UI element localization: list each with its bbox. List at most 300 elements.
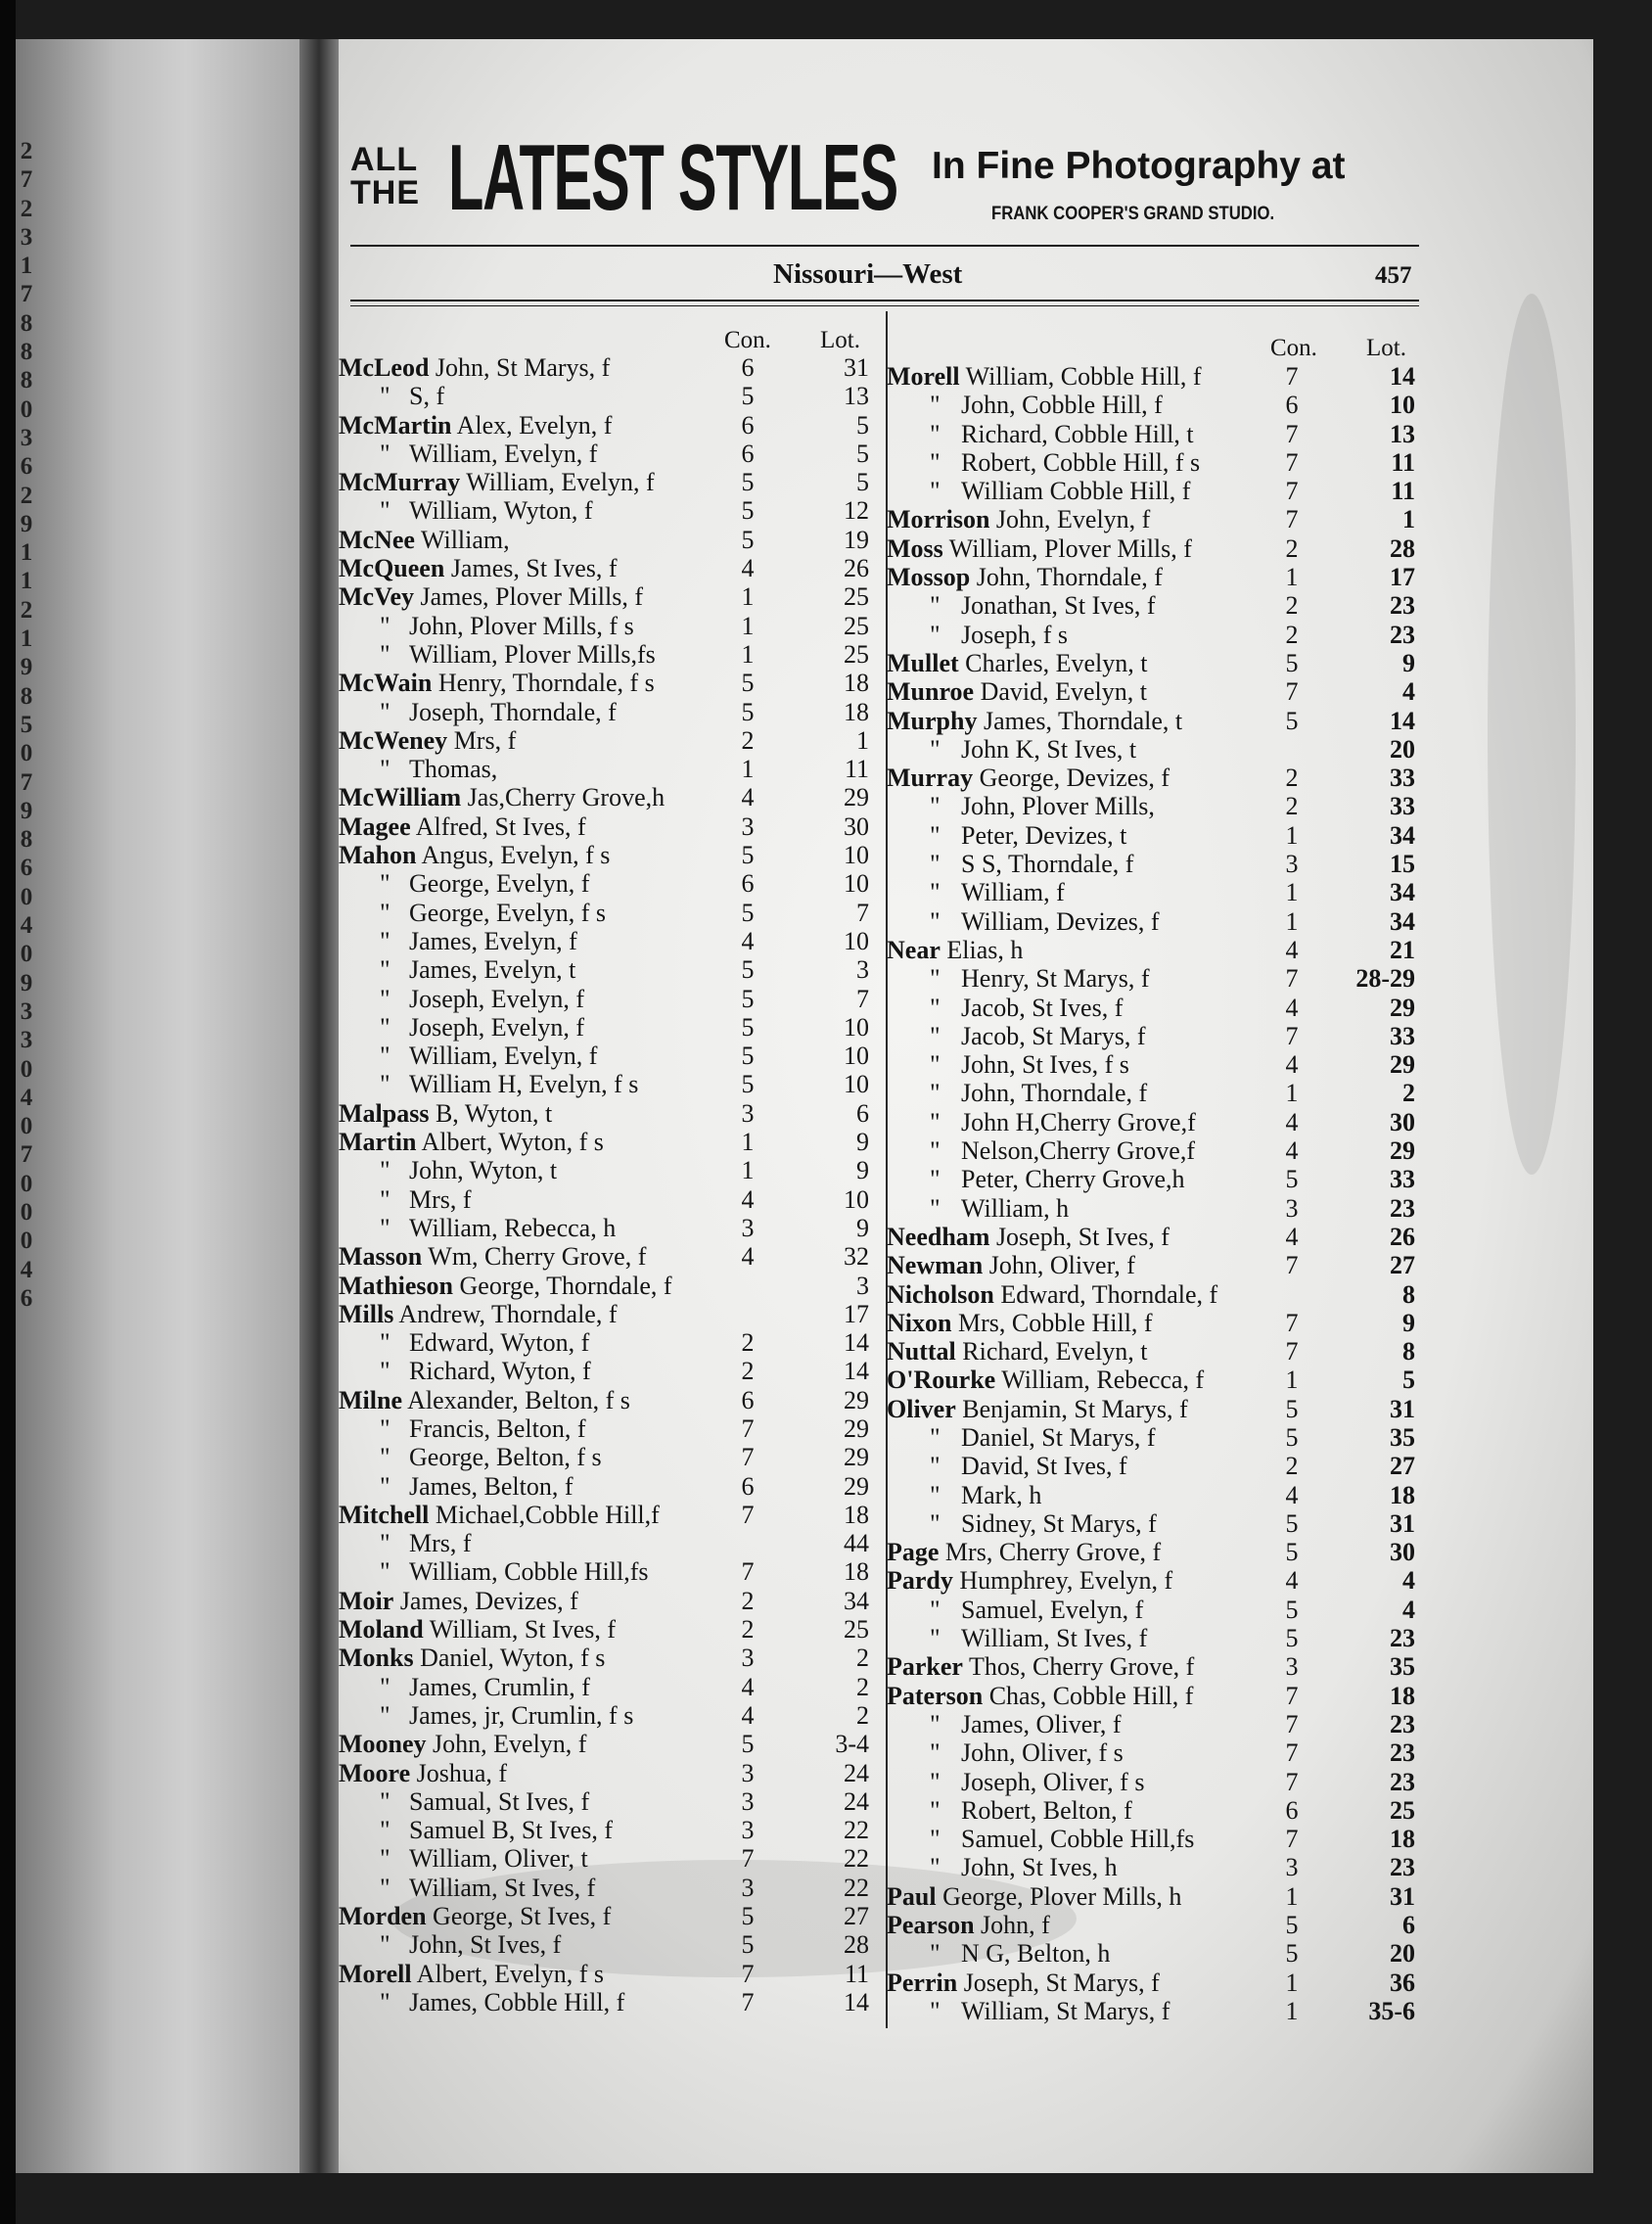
entry-name <box>887 505 1150 533</box>
entry-lot: 8 <box>1402 1279 1415 1309</box>
entry-lot: 28-29 <box>1355 964 1415 994</box>
previous-page-letter: 2 <box>20 482 33 509</box>
entry-name: " N G, Belton, h <box>930 1939 1111 1969</box>
entry-lot: 33 <box>1390 1165 1415 1194</box>
entry-lot: 19 <box>844 525 869 554</box>
previous-page-letter: 7 <box>20 1141 33 1169</box>
entry-name: " Richard, Wyton, f <box>380 1357 591 1386</box>
entry-surname: Mitchell <box>339 1500 430 1529</box>
entry-name: " Jacob, St Marys, f <box>930 1021 1146 1050</box>
entry-con: 3 <box>741 1758 755 1787</box>
ad-the: THE <box>350 174 420 211</box>
entry-lot: 8 <box>1402 1337 1415 1367</box>
entry-lot: 22 <box>844 1873 869 1902</box>
entry-surname: Mills <box>339 1299 394 1328</box>
entry-con: 5 <box>741 468 755 497</box>
entry-con: 7 <box>1285 677 1299 707</box>
entry-name: " Joseph, Evelyn, f <box>380 984 585 1013</box>
entry-lot: 15 <box>1390 850 1415 879</box>
entry-given-name: William H, Evelyn, f s <box>409 1070 639 1099</box>
entry-lot: 18 <box>1390 1825 1415 1854</box>
entry-name: " James, Evelyn, t <box>380 955 576 985</box>
entry-lot: 14 <box>844 1987 869 2016</box>
previous-page-letter: 3 <box>20 1027 33 1054</box>
entry-con: 1 <box>1285 820 1299 850</box>
entry-name: " William Cobble Hill, f <box>930 477 1191 506</box>
entry-lot: 29 <box>1390 1050 1415 1080</box>
entry-given-name: George, Belton, f s <box>409 1443 602 1472</box>
previous-page-letter: 3 <box>20 424 33 451</box>
entry-surname: Mahon <box>339 841 417 870</box>
previous-page-letter: 0 <box>20 1113 33 1140</box>
previous-page-letter: 1 <box>20 568 33 595</box>
entry-name <box>887 1395 1188 1423</box>
entry-name <box>339 526 510 554</box>
entry-given-name: Mark, h <box>961 1480 1042 1509</box>
entry-given-name: John, Oliver, f <box>983 1251 1135 1280</box>
entry-name <box>339 1300 618 1328</box>
entry-given-name: William, Evelyn, f <box>409 439 598 468</box>
entry-name <box>339 468 655 496</box>
entry-con: 4 <box>741 926 755 955</box>
entry-lot: 14 <box>1390 362 1415 391</box>
entry-lot: 23 <box>1390 1193 1415 1223</box>
entry-given-name: William, Cobble Hill,fs <box>409 1557 649 1587</box>
entry-name <box>339 1960 604 1988</box>
left-lot-header: Lot. <box>820 327 860 353</box>
entry-lot: 17 <box>1390 563 1415 592</box>
entry-name <box>339 1128 604 1156</box>
entry-given-name: Wm, Cherry Grove, f <box>422 1242 647 1272</box>
entry-surname: Murphy <box>887 706 978 735</box>
entry-given-name: Michael,Cobble Hill,f <box>429 1500 660 1529</box>
entry-con: 2 <box>1285 620 1299 649</box>
entry-lot: 11 <box>1391 477 1415 506</box>
entry-lot: 25 <box>844 639 869 669</box>
entry-con: 7 <box>1285 1337 1299 1367</box>
entry-given-name: Thos, Cherry Grove, f <box>962 1652 1195 1682</box>
entry-lot: 7 <box>856 898 869 927</box>
entry-lot: 29 <box>844 1413 869 1443</box>
entry-lot: 30 <box>1390 1107 1415 1136</box>
entry-lot: 21 <box>1390 935 1415 964</box>
entry-lot: 18 <box>844 1557 869 1587</box>
previous-page-letter: 0 <box>20 883 33 910</box>
entry-con: 4 <box>1285 935 1299 964</box>
entry-con: 3 <box>741 1098 755 1128</box>
entry-name: " William, Evelyn, f <box>380 1042 598 1071</box>
entry-con: 6 <box>741 1471 755 1501</box>
entry-name: " Joseph, Oliver, f s <box>930 1767 1145 1796</box>
entry-given-name: David, St Ives, f <box>961 1452 1127 1481</box>
entry-lot: 32 <box>844 1242 869 1272</box>
entry-con: 7 <box>1285 1251 1299 1280</box>
entry-con: 5 <box>741 1902 755 1931</box>
entry-name <box>887 1682 1193 1710</box>
entry-name: " William, Plover Mills,fs <box>380 639 656 669</box>
right-con-header: Con. <box>1270 335 1317 361</box>
entry-con: 6 <box>1285 391 1299 420</box>
entry-con: 3 <box>741 1213 755 1242</box>
entry-lot: 29 <box>844 783 869 812</box>
entry-con: 3 <box>1285 1652 1299 1682</box>
entry-given-name: Elias, h <box>940 935 1024 964</box>
entry-name: " James, Cobble Hill, f <box>380 1987 625 2016</box>
entry-given-name: John, St Ives, f <box>409 1930 562 1960</box>
entry-name <box>339 669 655 697</box>
entry-name: " David, St Ives, f <box>930 1452 1127 1481</box>
header-rule-thin <box>350 305 1419 306</box>
previous-page-letter: 1 <box>20 539 33 567</box>
entry-con: 7 <box>1285 419 1299 448</box>
entry-given-name: Mrs, f <box>409 1529 472 1558</box>
entry-con: 4 <box>741 1242 755 1272</box>
entry-con: 5 <box>741 382 755 411</box>
entry-lot: 23 <box>1390 1853 1415 1882</box>
entry-surname: McLeod <box>339 353 430 382</box>
entry-lot: 4 <box>1402 1595 1415 1624</box>
entry-given-name: William, St Marys, f <box>961 1996 1170 2025</box>
entry-lot: 22 <box>844 1844 869 1874</box>
entry-given-name: George, Plover Mills, h <box>936 1881 1182 1911</box>
previous-page-letter: 1 <box>20 626 33 653</box>
entry-lot: 33 <box>1390 1021 1415 1050</box>
entry-surname: McWain <box>339 669 433 698</box>
entry-con: 4 <box>741 1700 755 1730</box>
entry-name <box>887 1969 1160 1997</box>
entry-con: 1 <box>1285 1968 1299 1997</box>
entry-given-name: Alex, Evelyn, f <box>451 410 613 440</box>
entry-con: 4 <box>1285 1566 1299 1596</box>
entry-given-name: George, Evelyn, f <box>409 869 590 899</box>
page-stain <box>1488 294 1576 1175</box>
entry-name <box>887 1911 1050 1939</box>
entry-con: 5 <box>741 525 755 554</box>
entry-lot: 25 <box>844 582 869 612</box>
page-title: Nissouri—West <box>773 258 963 290</box>
entry-con: 5 <box>741 1930 755 1960</box>
entry-surname: McWeney <box>339 725 448 755</box>
entry-con: 6 <box>741 869 755 899</box>
entry-lot: 35-6 <box>1368 1996 1415 2025</box>
entry-name: " Samuel, Evelyn, f <box>930 1595 1144 1624</box>
entry-given-name: Andrew, Thorndale, f <box>393 1299 618 1328</box>
entry-lot: 13 <box>1390 419 1415 448</box>
entry-name: " James, jr, Crumlin, f s <box>380 1700 634 1730</box>
entry-surname: McNee <box>339 525 415 554</box>
previous-page-letter: 7 <box>20 166 33 194</box>
entry-given-name: Richard, Cobble Hill, t <box>961 419 1194 448</box>
entry-con: 7 <box>741 1443 755 1472</box>
entry-lot: 1 <box>1402 505 1415 534</box>
ad-studio-name: FRANK COOPER'S GRAND STUDIO. <box>991 204 1275 224</box>
entry-name <box>887 1337 1147 1366</box>
entry-given-name: Henry, Thorndale, f s <box>432 669 655 698</box>
entry-lot: 10 <box>844 1184 869 1214</box>
entry-given-name: William, <box>414 525 510 554</box>
entry-lot: 34 <box>1390 878 1415 907</box>
entry-surname: McMartin <box>339 410 452 440</box>
previous-page-letter: 7 <box>20 281 33 308</box>
entry-name: " George, Evelyn, f s <box>380 898 606 927</box>
entry-given-name: Samuel, Evelyn, f <box>961 1595 1144 1624</box>
entry-lot: 27 <box>1390 1452 1415 1481</box>
entry-con: 3 <box>1285 1853 1299 1882</box>
entry-name: " George, Belton, f s <box>380 1443 602 1472</box>
entry-surname: O'Rourke <box>887 1366 996 1395</box>
entry-lot: 29 <box>844 1471 869 1501</box>
entry-given-name: Thomas, <box>409 755 498 784</box>
entry-given-name: Joshua, f <box>410 1758 508 1787</box>
entry-lot: 36 <box>1390 1968 1415 1997</box>
entry-con: 7 <box>741 1500 755 1529</box>
entry-lot: 23 <box>1390 620 1415 649</box>
entry-name: " John, Oliver, f s <box>930 1738 1124 1768</box>
entry-given-name: John K, St Ives, t <box>961 734 1137 764</box>
entry-con: 6 <box>741 1385 755 1414</box>
entry-given-name: Peter, Devizes, t <box>961 820 1127 850</box>
ad-fine-photography: In Fine Photography at <box>932 145 1346 187</box>
entry-lot: 10 <box>844 869 869 899</box>
entry-lot: 11 <box>844 755 869 784</box>
entry-lot: 27 <box>844 1902 869 1931</box>
entry-given-name: John H,Cherry Grove,f <box>961 1107 1196 1136</box>
entry-lot: 25 <box>1390 1795 1415 1825</box>
entry-name <box>339 812 586 841</box>
entry-given-name: James, Cobble Hill, f <box>409 1987 625 2016</box>
entry-surname: Moore <box>339 1758 411 1787</box>
entry-given-name: David, Evelyn, t <box>974 677 1147 707</box>
entry-name <box>339 1902 611 1930</box>
page-gutter <box>299 39 339 2173</box>
entry-con: 5 <box>741 496 755 526</box>
entry-name: " Richard, Cobble Hill, t <box>930 419 1194 448</box>
entry-lot: 18 <box>844 1500 869 1529</box>
entry-con: 2 <box>1285 764 1299 793</box>
entry-lot: 4 <box>1402 1566 1415 1596</box>
right-lot-header: Lot. <box>1366 335 1406 361</box>
entry-con: 5 <box>741 984 755 1013</box>
entry-name: " Jonathan, St Ives, f <box>930 591 1156 621</box>
entry-con: 1 <box>1285 1079 1299 1108</box>
entry-name: " John, St Ives, f <box>380 1930 562 1960</box>
entry-name: " George, Evelyn, f <box>380 869 590 899</box>
previous-page-letter: 3 <box>20 997 33 1025</box>
entry-given-name: George, Evelyn, f s <box>409 898 606 927</box>
entry-con: 1 <box>741 611 755 640</box>
ad-latest-styles: LATEST STYLES <box>448 125 897 230</box>
entry-given-name: S, f <box>409 382 445 411</box>
entry-given-name: William, Evelyn, f <box>460 468 655 497</box>
entry-given-name: James, Devizes, f <box>393 1586 578 1615</box>
entry-name: " John H,Cherry Grove,f <box>930 1107 1196 1136</box>
entry-con: 3 <box>1285 850 1299 879</box>
entry-con: 7 <box>1285 1308 1299 1337</box>
previous-page-letter: 9 <box>20 797 33 824</box>
entry-name <box>339 582 643 611</box>
entry-given-name: William, St Ives, f <box>961 1624 1148 1653</box>
entry-name <box>887 677 1147 706</box>
entry-name <box>339 783 665 811</box>
entry-surname: Magee <box>339 811 411 841</box>
entry-con: 1 <box>1285 906 1299 936</box>
entry-name: " William, Cobble Hill,fs <box>380 1557 649 1587</box>
entry-name: " Joseph, Thorndale, f <box>380 697 617 726</box>
entry-given-name: James, Belton, f <box>409 1471 574 1501</box>
entry-name <box>887 1280 1217 1309</box>
entry-given-name: William, Rebecca, h <box>409 1213 617 1242</box>
entry-con: 2 <box>1285 1452 1299 1481</box>
entry-lot: 10 <box>844 1042 869 1071</box>
previous-page-letter: 8 <box>20 339 33 366</box>
entry-con: 2 <box>1285 533 1299 563</box>
entry-given-name: Henry, St Marys, f <box>961 964 1150 994</box>
previous-page-letter: 6 <box>20 1284 33 1312</box>
entry-name: " Francis, Belton, f <box>380 1413 586 1443</box>
entry-lot: 5 <box>856 468 869 497</box>
entry-lot: 10 <box>844 926 869 955</box>
entry-given-name: Albert, Wyton, f s <box>416 1128 604 1157</box>
entry-lot: 20 <box>1390 1939 1415 1969</box>
entry-given-name: Samual, St Ives, f <box>409 1786 590 1816</box>
entry-surname: Mullet <box>887 648 959 677</box>
entry-con: 5 <box>1285 706 1299 735</box>
entry-surname: Needham <box>887 1222 990 1251</box>
entry-surname: Nixon <box>887 1308 952 1337</box>
entry-con: 5 <box>741 1730 755 1759</box>
entry-con: 5 <box>1285 1911 1299 1940</box>
entry-given-name: John, Thorndale, f <box>961 1079 1148 1108</box>
entry-surname: McQueen <box>339 554 445 583</box>
entry-name: " Samual, St Ives, f <box>380 1786 590 1816</box>
entry-con: 7 <box>1285 447 1299 477</box>
entry-lot: 27 <box>1390 1251 1415 1280</box>
entry-con: 1 <box>741 755 755 784</box>
entry-con: 7 <box>1285 1767 1299 1796</box>
entry-lot: 25 <box>844 611 869 640</box>
entry-lot: 9 <box>856 1213 869 1242</box>
entry-given-name: John, f <box>974 1911 1050 1940</box>
header-rule-top <box>350 245 1419 247</box>
entry-surname: Page <box>887 1538 940 1567</box>
entry-given-name: Richard, Evelyn, t <box>955 1337 1148 1367</box>
entry-surname: Newman <box>887 1251 984 1280</box>
entry-surname: Morell <box>887 362 960 391</box>
entry-con: 3 <box>741 1786 755 1816</box>
entry-con: 5 <box>1285 648 1299 677</box>
entry-con: 1 <box>1285 878 1299 907</box>
entry-lot: 26 <box>844 554 869 583</box>
previous-page-letter: 2 <box>20 138 33 164</box>
entry-name: " Jacob, St Ives, f <box>930 993 1124 1022</box>
entry-surname: Milne <box>339 1385 402 1414</box>
entry-con: 1 <box>741 639 755 669</box>
entry-con: 3 <box>741 1816 755 1845</box>
entry-name: " William, St Ives, f <box>930 1624 1148 1653</box>
entry-given-name: James, Evelyn, t <box>409 955 576 985</box>
entry-name: " Mrs, f <box>380 1184 472 1214</box>
entry-surname: Near <box>887 935 941 964</box>
entry-con: 5 <box>1285 1508 1299 1538</box>
entry-given-name: Richard, Wyton, f <box>409 1357 591 1386</box>
entry-lot: 2 <box>856 1700 869 1730</box>
entry-name: " Peter, Cherry Grove,h <box>930 1165 1185 1194</box>
entry-name: " Henry, St Marys, f <box>930 964 1150 994</box>
previous-page-letter: 8 <box>20 367 33 394</box>
entry-con: 1 <box>1285 1881 1299 1911</box>
entry-con: 7 <box>741 1413 755 1443</box>
entry-con: 2 <box>1285 591 1299 621</box>
entry-con: 7 <box>1285 1738 1299 1768</box>
entry-lot: 28 <box>1390 533 1415 563</box>
entry-name: " John, St Ives, h <box>930 1853 1118 1882</box>
entry-given-name: Mrs, Cherry Grove, f <box>939 1538 1162 1567</box>
previous-page-letter: 8 <box>20 682 33 710</box>
entry-lot: 31 <box>1390 1394 1415 1423</box>
entry-given-name: Joseph, Thorndale, f <box>409 697 617 726</box>
entry-given-name: James, Crumlin, f <box>409 1672 590 1701</box>
entry-given-name: Joseph, St Ives, f <box>989 1222 1170 1251</box>
entry-con: 5 <box>741 955 755 985</box>
entry-lot: 25 <box>844 1615 869 1645</box>
entry-name <box>887 764 1170 792</box>
entry-con: 1 <box>1285 563 1299 592</box>
ad-all-the <box>350 143 443 209</box>
entry-surname: Pearson <box>887 1911 975 1940</box>
entry-surname: Paul <box>887 1881 937 1911</box>
entry-surname: Parker <box>887 1652 963 1682</box>
entry-given-name: Samuel B, St Ives, f <box>409 1816 613 1845</box>
entry-name: " William, St Ives, f <box>380 1873 596 1902</box>
entry-con: 2 <box>741 725 755 755</box>
entry-con: 2 <box>741 1357 755 1386</box>
entry-given-name: George, St Ives, f <box>426 1902 612 1931</box>
entry-given-name: Jonathan, St Ives, f <box>961 591 1156 621</box>
previous-page-letter: 3 <box>20 223 33 251</box>
previous-page-letter: 8 <box>20 826 33 854</box>
entry-given-name: James, jr, Crumlin, f s <box>409 1700 634 1730</box>
entry-con: 5 <box>1285 1624 1299 1653</box>
entry-con: 2 <box>741 1328 755 1358</box>
entry-given-name: William, Devizes, f <box>961 906 1160 936</box>
entry-name <box>887 1366 1204 1394</box>
entry-name: " Mark, h <box>930 1480 1042 1509</box>
entry-lot: 29 <box>844 1385 869 1414</box>
entry-lot: 13 <box>844 382 869 411</box>
entry-con: 1 <box>741 582 755 612</box>
entry-name: " Nelson,Cherry Grove,f <box>930 1136 1195 1166</box>
entry-surname: McVey <box>339 582 415 612</box>
entry-surname: Morell <box>339 1959 412 1988</box>
entry-given-name: Samuel, Cobble Hill,fs <box>961 1825 1195 1854</box>
entry-con: 5 <box>1285 1422 1299 1452</box>
entry-con: 1 <box>1285 1996 1299 2025</box>
entry-lot: 30 <box>844 811 869 841</box>
entry-given-name: James, Plover Mills, f <box>414 582 644 612</box>
entry-lot: 34 <box>1390 820 1415 850</box>
entry-given-name: William, St Ives, f <box>423 1615 617 1645</box>
entry-given-name: Alfred, St Ives, f <box>410 811 586 841</box>
entry-lot: 7 <box>856 984 869 1013</box>
entry-name: " Joseph, Evelyn, f <box>380 1012 585 1042</box>
entry-lot: 11 <box>844 1959 869 1988</box>
entry-con: 4 <box>1285 1222 1299 1251</box>
previous-page-letter: 9 <box>20 510 33 537</box>
entry-con: 7 <box>1285 1681 1299 1710</box>
entry-con: 4 <box>1285 1050 1299 1080</box>
entry-lot: 22 <box>844 1816 869 1845</box>
entry-lot: 11 <box>1391 447 1415 477</box>
